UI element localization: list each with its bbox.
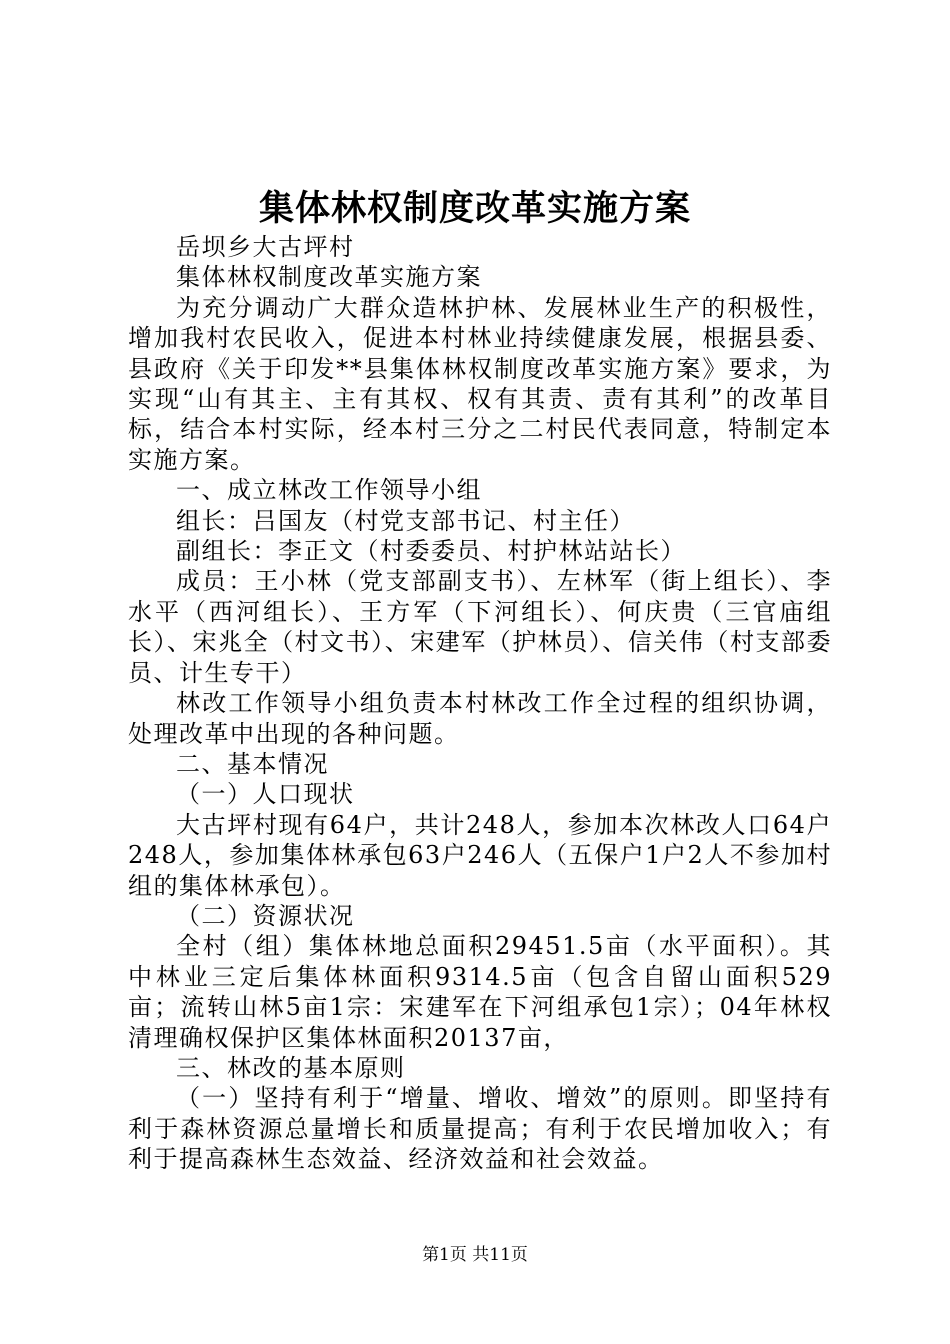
subsection-heading-resources: （二）资源状况 (176, 901, 355, 930)
group-duty-paragraph: 林改工作领导小组负责本村林改工作全过程的组织协调，处理改革中出现的各种问题。 (128, 689, 832, 748)
intro-paragraph: 为充分调动广大群众造林护林、发展林业生产的积极性，增加我村农民收入，促进本村林业持续健康发展，根据县委、县政府《关于印发**县集体林权制度改革实施方案》要求，为实现“山有其主、主有其权、权有其责、责有其利”的改革目标，结合本村实际，经本村三分之二村民代表同意，特制定本实施方案。 (128, 293, 832, 474)
resources-paragraph: 全村（组）集体林地总面积29451.5亩（水平面积）。其中林业三定后集体林面积9314.5亩（包含自留山面积529亩；流转山林5亩1宗：宋建军在下河组承包1宗）；04年林权清理确权保护区集体林面积20137亩， (128, 932, 832, 1052)
principle-paragraph-1: （一）坚持有利于“增量、增收、增效”的原则。即坚持有利于森林资源总量增长和质量提高；有利于农民增加收入；有利于提高森林生态效益、经济效益和社会效益。 (128, 1084, 832, 1174)
leader-line: 组长：吕国友（村党支部书记、村主任） (176, 506, 635, 535)
subsection-heading-population: （一）人口现状 (176, 780, 355, 809)
population-paragraph: 大古坪村现有64户，共计248人，参加本次林改人口64户248人，参加集体林承包63户246人（五保户1户2人不参加村组的集体林承包）。 (128, 810, 832, 900)
village-name-line: 岳坝乡大古坪村 (176, 233, 355, 261)
members-paragraph: 成员：王小林（党支部副支书）、左林军（街上组长）、李水平（西河组长）、王方军（下河组长）、何庆贵（三官庙组长）、宋兆全（村文书）、宋建军（护林员）、信关伟（村支部委员、计生专干） (128, 567, 832, 687)
section-heading-3: 三、林改的基本原则 (176, 1053, 406, 1082)
section-heading-2: 二、基本情况 (176, 749, 329, 778)
document-body (128, 232, 832, 1175)
page-number-footer: 第1页 共11页 (422, 1245, 528, 1265)
subtitle-line: 集体林权制度改革实施方案 (176, 263, 482, 292)
section-heading-1: 一、成立林改工作领导小组 (176, 476, 482, 505)
deputy-leader-line: 副组长：李正文（村委委员、村护林站站长） (176, 537, 686, 566)
document-title: 集体林权制度改革实施方案 (258, 188, 691, 229)
